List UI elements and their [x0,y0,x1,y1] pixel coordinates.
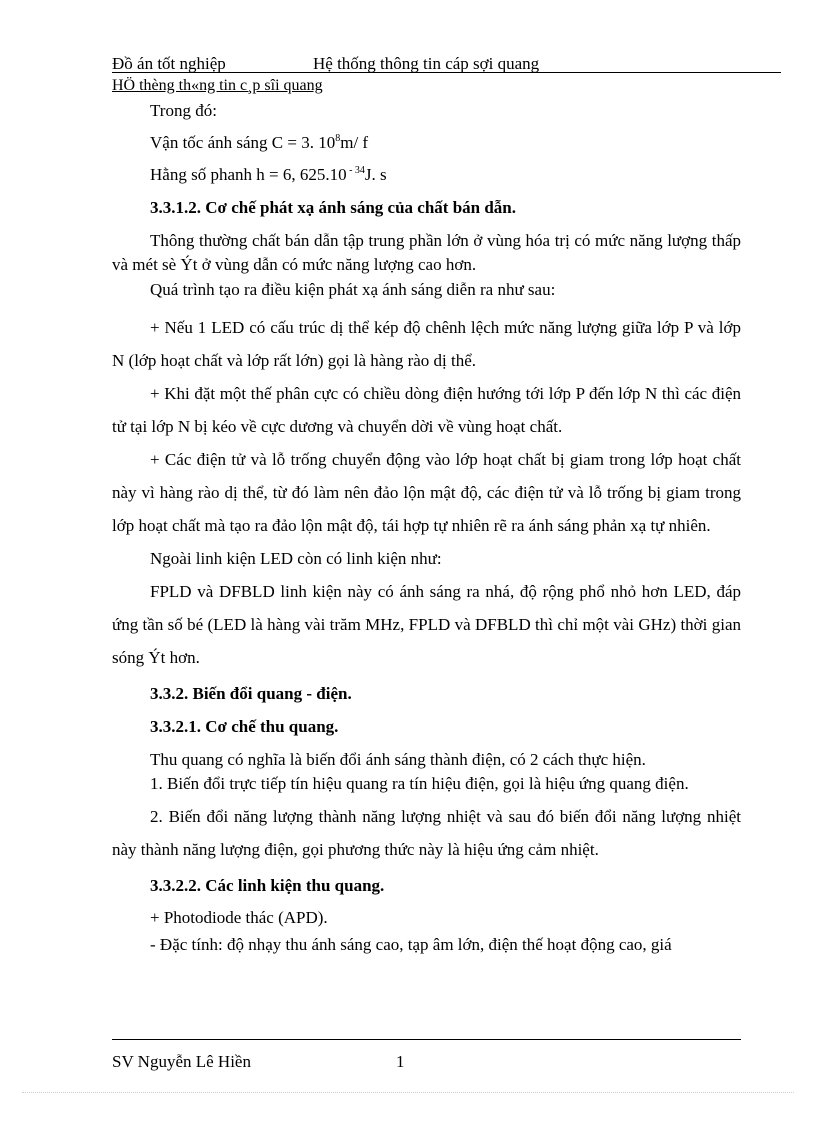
paragraph: FPLD và DFBLD linh kiện này có ánh sáng ra nhá, độ rộng phổ nhỏ hơn LED, đáp ứng tần số bé (LED là hàng vài trăm MHz, FPLD và DFBLD thì chỉ một vài GHz) thời gian sóng Ýt hơn. [112,582,741,667]
paragraph: Ngoài linh kiện LED còn có linh kiện như: [150,549,442,568]
paragraph: Trong đó: [150,101,217,120]
section-heading: 3.3.1.2. Cơ chế phát xạ ánh sáng của chất bán dẫn. [150,198,517,217]
paragraph: + Photodiode thác (APD). [150,908,328,927]
paragraph: Hằng số phanh h = 6, 625.10 $^{- 34}$J. s [150,165,387,184]
footer-rule [112,1039,741,1040]
paragraph: Thông thường chất bán dẫn tập trung phần lớn ở vùng hóa trị có mức năng lượng thấp và mét sè Ýt ở vùng dẫn có mức năng lượng cao hơn. [112,231,741,274]
page-boundary-line [22,1092,794,1093]
body-text [112,99,741,958]
header-rule [112,72,781,73]
footer-author: SV Nguyễn Lê Hiền [112,1052,251,1071]
section-heading: 3.3.2.2. Các linh kiện thu quang. [150,876,385,895]
header-left: Đồ án tốt nghiệp [112,54,226,73]
page-number: 1 [396,1052,405,1071]
paragraph: + Các điện tử và lỗ trống chuyển động vào lớp hoạt chất bị giam trong lớp hoạt chất này vì hàng rào dị thể, từ đó làm nên đảo lộn mật độ, các điện tử và lỗ trống bị giam trong lớp hoạt chất mà tạo ra đảo lộn mật độ, tái hợp tự nhiên rẽ ra ánh sáng phản xạ tự nhiên. [112,450,741,535]
paragraph: 1. Biến đổi trực tiếp tín hiệu quang ra tín hiệu điện, gọi là hiệu ứng quang điện. [150,774,689,793]
paragraph: - Đặc tính: độ nhạy thu ánh sáng cao, tạp âm lớn, điện thế hoạt động cao, giá [150,935,672,954]
header-title: Hệ thống thông tin cáp sợi quang [313,54,540,73]
paragraph: Thu quang có nghĩa là biến đổi ánh sáng thành điện, có 2 cách thực hiện. [150,750,646,769]
paragraph: + Khi đặt một thế phân cực có chiều dòng điện hướng tới lớp P đến lớp N thì các điện tử tại lớp N bị kéo về cực dương và chuyển dời về vùng hoạt chất. [112,384,741,436]
paragraph: + Nếu 1 LED có cấu trúc dị thể kép độ chênh lệch mức năng lượng giữa lớp P và lớp N (lớp hoạt chất và lớp rất lớn) gọi là hàng rào dị thể. [112,318,741,370]
paragraph: Vận tốc ánh sáng C = 3. $10^8m/$ f [150,133,369,152]
section-heading: 3.3.2.1. Cơ chế thu quang. [150,717,339,736]
section-heading: 3.3.2. Biến đổi quang - điện. [150,684,352,703]
paragraph: 2. Biến đổi năng lượng thành năng lượng nhiệt và sau đó biến đổi năng lượng nhiệt này thành năng lượng điện, gọi phương thức này là hiệu ứng cảm nhiệt. [112,807,741,859]
paragraph: Quá trình tạo ra điều kiện phát xạ ánh sáng diễn ra như sau: [150,280,556,299]
header-garbled-line: HÖ thèng th«ng tin c¸p sîi quang [112,77,323,94]
